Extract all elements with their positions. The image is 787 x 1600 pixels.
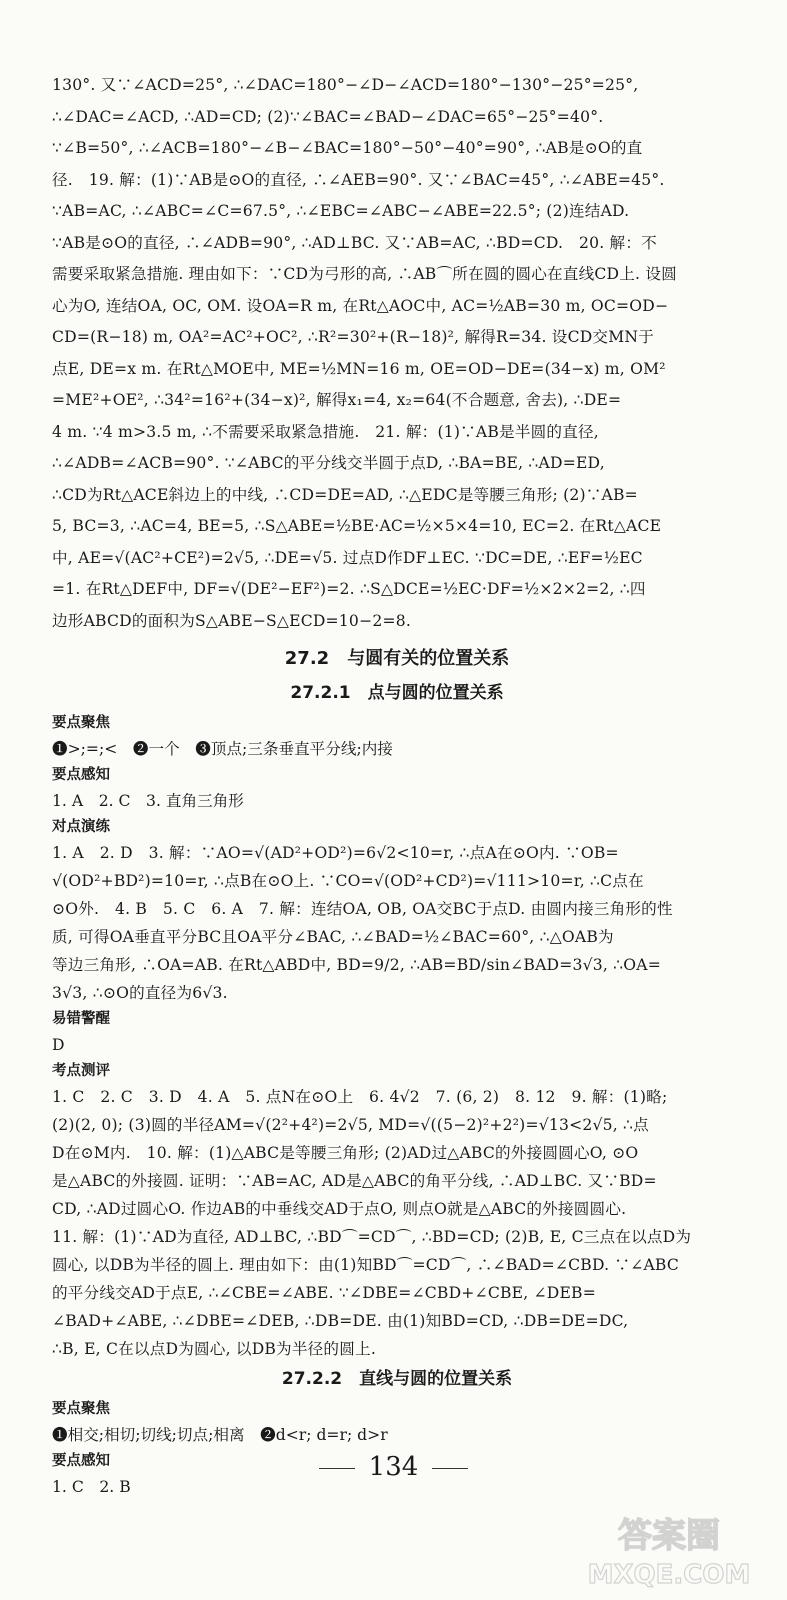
page-footer [0, 1452, 787, 1482]
section-title: 27.2 与圆有关的位置关系 [284, 648, 510, 669]
footer-dash-right [432, 1468, 468, 1469]
svg-text:答案圈: 答案圈 [618, 1516, 720, 1556]
label-yaodian-juji: 要点聚焦 [52, 715, 110, 731]
text-line: 是△ABC的外接圆. 证明：∵AB=AC, AD是△ABC的角平分线, ∴AD⊥BC. 又∵BD= [52, 1172, 657, 1190]
answer-page [52, 70, 742, 1501]
yaodian-ganzhi-answers-2: 1. C 2. B [52, 1478, 131, 1496]
text-line: 质, 可得OA垂直平分BC且OA平分∠BAC, ∴∠BAD=½∠BAC=60°, ∴△OAB为 [52, 928, 614, 946]
kaodian-block [52, 1083, 742, 1363]
text-line: ∴CD为Rt△ACE斜边上的中线, ∴CD=DE=AD, ∴△EDC是等腰三角形; (2)∵AB= [52, 485, 638, 504]
label-yaodian-ganzhi-2: 要点感知 [52, 1453, 110, 1469]
block1 [52, 70, 742, 637]
text-line: 中, AE=√(AC²+CE²)=2√5, ∴DE=√5. 过点D作DF⊥EC. ∵DC=DE, ∴EF=½EC [52, 548, 643, 567]
label-yicuo: 易错警醒 [52, 1011, 110, 1027]
section-subtitle-2: 27.2.2 直线与圆的位置关系 [281, 1369, 513, 1389]
text-line: (2)(2, 0); (3)圆的半径AM=√(2²+4²)=2√5, MD=√((5−2)²+2²)=√13<2√5, ∴点 [52, 1116, 649, 1134]
text-line: 130°. 又∵∠ACD=25°, ∴∠DAC=180°−∠D−∠ACD=180°−130°−25°=25°, [52, 76, 639, 94]
text-line: 5, BC=3, ∴AC=4, BE=5, ∴S△ABE=½BE·AC=½×5×4=10, EC=2. 在Rt△ACE [52, 517, 662, 535]
text-line: CD=(R−18) m, OA²=AC²+OC², ∴R²=30²+(R−18)², 解得R=34. 设CD交MN于 [52, 328, 655, 346]
section-subtitle: 27.2.1 点与圆的位置关系 [290, 683, 504, 703]
label-duidian: 对点演练 [52, 819, 110, 835]
text-line: D在⊙M内. 10. 解：(1)△ABC是等腰三角形; (2)AD过△ABC的外接圆圆心O, ⊙O [52, 1144, 639, 1162]
text-line: 等边三角形, ∴OA=AB. 在Rt△ABD中, BD=9/2, ∴AB=BD/sin∠BAD=3√3, ∴OA= [52, 956, 662, 974]
text-line: ∵∠B=50°, ∴∠ACB=180°−∠B−∠BAC=180°−50°−40°=90°, ∴AB是⊙O的直 [52, 139, 643, 157]
text-line: ∴∠ADB=∠ACB=90°. ∵∠ABC的平分线交半圆于点D, ∴BA=BE, ∴AD=ED, [52, 454, 605, 472]
text-line: ∠BAD+∠ABE, ∴∠DBE=∠DEB, ∴DB=DE. 由(1)知BD=CD, ∴DB=DE=DC, [52, 1312, 629, 1330]
svg-text:MXQE.COM: MXQE.COM [587, 1560, 751, 1590]
text-line: 心为O, 连结OA, OC, OM. 设OA=R m, 在Rt△AOC中, AC=½AB=30 m, OC=OD− [52, 296, 669, 315]
text-line: 11. 解：(1)∵AD为直径, AD⊥BC, ∴BD⌒=CD⌒, ∴BD=CD; (2)B, E, C三点在以点D为 [52, 1228, 692, 1246]
text-line: =1. 在Rt△DEF中, DF=√(DE²−EF²)=2. ∴S△DCE=½EC·DF=½×2×2=2, ∴四 [52, 580, 646, 598]
yaodian-ganzhi-answers: 1. A 2. C 3. 直角三角形 [52, 792, 244, 810]
text-line: ∵AB是⊙O的直径, ∴∠ADB=90°, ∴AD⊥BC. 又∵AB=AC, ∴BD=CD. 20. 解：不 [52, 233, 657, 252]
text-line: 边形ABCD的面积为S△ABE−S△ECD=10−2=8. [52, 611, 411, 630]
duidian-block [52, 839, 742, 1007]
text-line: 4 m. ∵4 m>3.5 m, ∴不需要采取紧急措施. 21. 解：(1)∵AB是半圆的直径, [52, 422, 599, 441]
yicuo-answer: D [52, 1036, 65, 1054]
text-line: 点E, DE=x m. 在Rt△MOE中, ME=½MN=16 m, OE=OD−DE=(34−x) m, OM² [52, 359, 666, 378]
label-yaodian-ganzhi: 要点感知 [52, 767, 110, 783]
text-line: ∴B, E, C在以点D为圆心, 以DB为半径的圆上. [52, 1340, 376, 1358]
text-line: 1. C 2. C 3. D 4. A 5. 点N在⊙O上 6. 4√2 7. (6, 2) 8. 12 9. 解：(1)略; [52, 1088, 668, 1106]
text-line: 3√3, ∴⊙O的直径为6√3. [52, 984, 228, 1002]
label-yaodian-juji-2: 要点聚焦 [52, 1401, 110, 1417]
text-line: 圆心, 以DB为半径的圆上. 理由如下：由(1)知BD⌒=CD⌒, ∴∠BAD=∠CBD. ∵∠ABC [52, 1256, 680, 1274]
text-line: √(OD²+BD²)=10=r, ∴点B在⊙O上. ∵CO=√(OD²+CD²)=√111>10=r, ∴C点在 [52, 872, 644, 890]
footer-dash-left [319, 1468, 355, 1469]
yaodian-juji-answers-2: ❶相交;相切;切线;切点;相离 ❷d<r; d=r; d>r [52, 1426, 388, 1444]
text-line: CD, ∴AD过圆心O. 作边AB的中垂线交AD于点O, 则点O就是△ABC的外接圆圆心. [52, 1200, 627, 1218]
text-line: ⊙O外. 4. B 5. C 6. A 7. 解：连结OA, OB, OA交BC于点D. 由圆内接三角形的性 [52, 900, 673, 918]
text-line: 径. 19. 解：(1)∵AB是⊙O的直径, ∴∠AEB=90°. 又∵∠BAC=45°, ∴∠ABE=45°. [52, 170, 665, 189]
page-number: 134 [368, 1452, 419, 1482]
text-line: 需要采取紧急措施. 理由如下：∵CD为弓形的高, ∴AB⌒所在圆的圆心在直线CD上. 设圆 [52, 265, 677, 283]
text-line: 1. A 2. D 3. 解：∵AO=√(AD²+OD²)=6√2<10=r, ∴点A在⊙O内. ∵OB= [52, 844, 619, 862]
text-line: ∴∠DAC=∠ACD, ∴AD=CD; (2)∵∠BAC=∠BAD−∠DAC=65°−25°=40°. [52, 107, 604, 126]
text-line: 的平分线交AD于点E, ∴∠CBE=∠ABE. ∵∠DBE=∠CBD+∠CBE, ∠DEB= [52, 1284, 596, 1302]
watermark-logo [569, 1505, 769, 1595]
text-line: =ME²+OE², ∴34²=16²+(34−x)², 解得x₁=4, x₂=64(不合题意, 舍去), ∴DE= [52, 391, 622, 409]
label-kaodian: 考点测评 [52, 1063, 110, 1079]
text-line: ∵AB=AC, ∴∠ABC=∠C=67.5°, ∴∠EBC=∠ABC−∠ABE=22.5°; (2)连结AD. [52, 202, 630, 220]
yaodian-juji-answers: ❶>;=;< ❷一个 ❸顶点;三条垂直平分线;内接 [52, 740, 393, 758]
